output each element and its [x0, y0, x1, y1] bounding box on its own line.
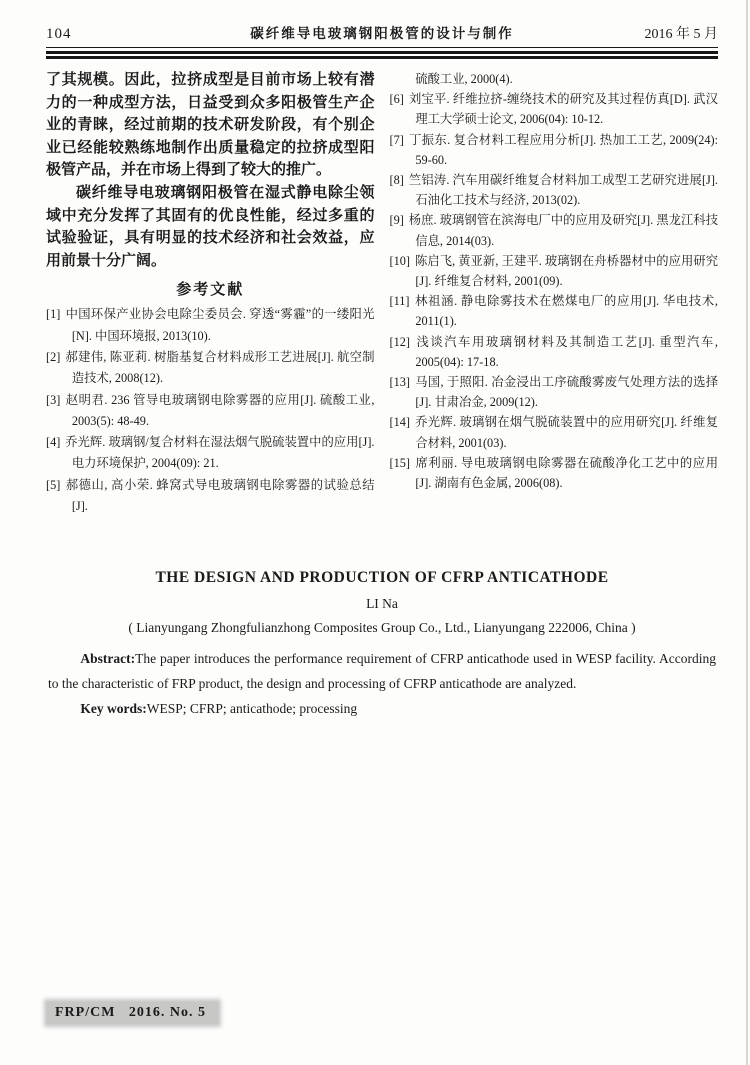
- reference-number: [5]: [46, 477, 61, 492]
- keywords-text: WESP; CFRP; anticathode; processing: [146, 701, 358, 717]
- journal-footer-badge: FRP/CM 2016. No. 5: [47, 1002, 218, 1024]
- page-number: 104: [46, 26, 72, 42]
- reference-text: 陈启飞, 黄亚新, 王建平. 玻璃钢在舟桥器材中的应用研究[J]. 纤维复合材料, 2001(09).: [414, 253, 718, 289]
- reference-text: 浅谈汽车用玻璃钢材料及其制造工艺[J]. 重型汽车, 2005(04): 17-18.: [414, 334, 718, 369]
- reference-item: [390, 332, 719, 372]
- reference-number: [11]: [389, 294, 410, 309]
- reference-item: [390, 453, 719, 493]
- reference-text: 郝建伟, 陈亚莉. 树脂基复合材料成形工艺进展[J]. 航空制造技术, 2008(12).: [65, 349, 375, 386]
- reference-number: [4]: [46, 435, 61, 450]
- reference-text: 中国环保产业协会电除尘委员会. 穿透“雾霾”的一缕阳光[N]. 中国环境报, 2013(10).: [65, 307, 375, 343]
- reference-item: [390, 412, 719, 452]
- reference-number: [12]: [389, 334, 410, 349]
- reference-item: [46, 390, 375, 433]
- english-author: LI Na: [366, 596, 398, 612]
- abstract-text: The paper introduces the performance requirement of CFRP anticathode used in WESP facility. According to the characteristic of FRP product, the design and processing of CFRP anticathode are analyzed.: [48, 651, 716, 692]
- reference-item: [390, 291, 719, 331]
- reference-item: [390, 130, 719, 170]
- reference-text: 刘宝平. 纤维拉挤-缠绕技术的研究及其过程仿真[D]. 武汉理工大学硕士论文, 2006(04): 10-12.: [408, 92, 718, 127]
- reference-item: [390, 210, 719, 250]
- reference-number: [2]: [46, 349, 61, 364]
- reference-number: [8]: [389, 173, 404, 188]
- reference-5-continuation: 硫酸工业, 2000(4).: [415, 72, 513, 86]
- reference-text: 竺铝涛. 汽车用碳纤维复合材料加工成型工艺研究进展[J]. 石油化工技术与经济, 2013(02).: [408, 173, 718, 208]
- reference-text: 马国, 于照阳. 冶金浸出工序硫酸雾废气处理方法的选择[J]. 甘肃冶金, 2009(12).: [414, 375, 718, 410]
- reference-item: [390, 170, 719, 210]
- left-column: [46, 69, 375, 517]
- reference-number: [3]: [46, 392, 61, 407]
- reference-text: 杨庶. 玻璃钢管在滨海电厂中的应用及研究[J]. 黑龙江科技信息, 2014(03).: [408, 213, 718, 248]
- references-right-list: [390, 89, 719, 493]
- reference-item: [390, 251, 719, 291]
- scan-edge-artifact: [746, 0, 748, 1065]
- references-left-list: [46, 304, 375, 517]
- reference-number: [10]: [389, 253, 410, 268]
- reference-item: [46, 304, 375, 347]
- page-header: [46, 22, 718, 48]
- references-heading: 参考文献: [176, 282, 245, 299]
- reference-text: 赵明君. 236 管导电玻璃钢电除雾器的应用[J]. 硫酸工业, 2003(5): 48-49.: [65, 392, 375, 428]
- english-abstract-section: [46, 569, 718, 721]
- running-title: 碳纤维导电玻璃钢阳极管的设计与制作: [250, 26, 514, 41]
- reference-number: [9]: [389, 213, 404, 228]
- abstract-label: Abstract:: [80, 651, 136, 667]
- english-abstract: [48, 646, 716, 696]
- body-paragraph-1: 了其规模。因此，拉挤成型是目前市场上较有潜力的一种成型方法，日益受到众多阳极管生产企业的青睐，经过前期的技术研发阶段，有个别企业已经能较熟练地制作出质量稳定的拉挤成型阳极管产品，并在市场上得到了较大的推广。: [46, 72, 375, 179]
- keywords-label: Key words:: [80, 701, 147, 717]
- reference-text: 郝德山, 高小荣. 蜂窝式导电玻璃钢电除雾器的试验总结[J].: [65, 477, 375, 514]
- reference-number: [14]: [389, 415, 410, 430]
- reference-item: [390, 89, 719, 129]
- reference-number: [15]: [389, 455, 410, 470]
- english-title: THE DESIGN AND PRODUCTION OF CFRP ANTICATHODE: [155, 569, 609, 587]
- reference-number: [7]: [389, 132, 404, 147]
- reference-item: [46, 347, 375, 390]
- reference-text: 丁振东. 复合材料工程应用分析[J]. 热加工工艺, 2009(24): 59-60.: [408, 132, 718, 167]
- header-double-rule: [46, 51, 718, 59]
- two-column-body: [46, 69, 718, 517]
- reference-item: [46, 475, 375, 518]
- reference-text: 乔光辉. 玻璃钢在烟气脱硫装置中的应用研究[J]. 纤维复合材料, 2001(03).: [414, 415, 718, 450]
- reference-item: [390, 372, 719, 412]
- reference-text: 席利丽. 导电玻璃钢电除雾器在硫酸净化工艺中的应用[J]. 湖南有色金属, 2006(08).: [414, 455, 718, 491]
- right-column: [390, 69, 719, 517]
- reference-number: [6]: [389, 92, 404, 107]
- issue-date: 2016 年 5 月: [644, 27, 718, 42]
- reference-text: 乔光辉. 玻璃钢/复合材料在湿法烟气脱硫装置中的应用[J]. 电力环境保护, 2004(09): 21.: [65, 435, 375, 471]
- reference-number: [13]: [389, 375, 410, 390]
- body-paragraph-2: 碳纤维导电玻璃钢阳极管在湿式静电除尘领域中充分发挥了其固有的优良性能，经过多重的试验验证，具有明显的技术经济和社会效益，应用前景十分广阔。: [46, 184, 375, 269]
- reference-text: 林祖涵. 静电除雾技术在燃煤电厂的应用[J]. 华电技术, 2011(1).: [414, 294, 718, 329]
- english-affiliation: ( Lianyungang Zhongfulianzhong Composites Group Co., Ltd., Lianyungang 222006, China ): [128, 620, 636, 636]
- english-keywords: [48, 696, 716, 721]
- reference-item: [46, 432, 375, 475]
- reference-number: [1]: [46, 307, 61, 322]
